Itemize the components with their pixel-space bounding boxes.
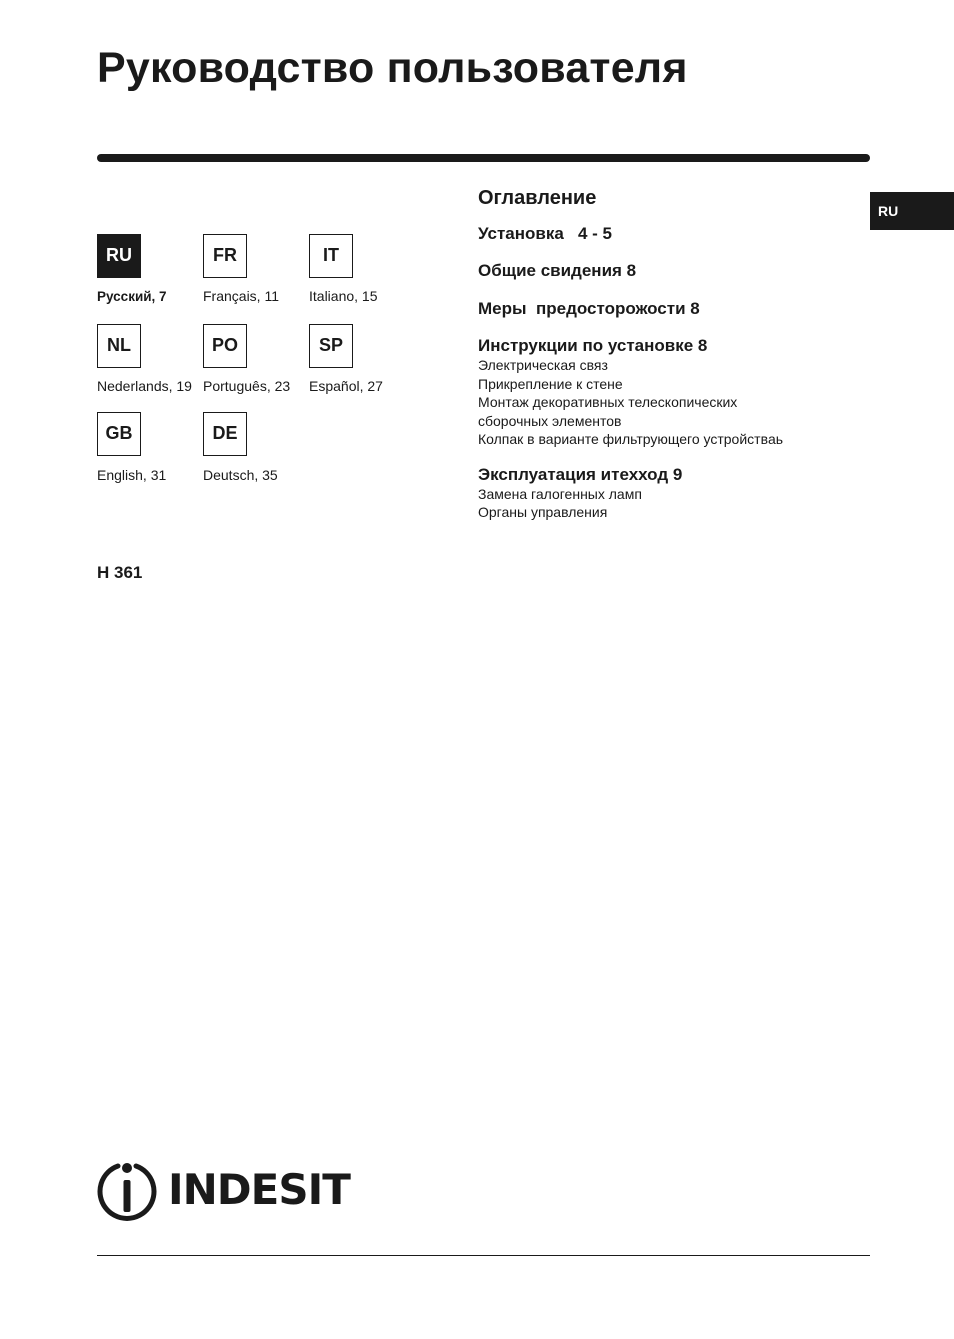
toc-section <box>478 336 878 449</box>
lang-label-ru: Русский, 7 <box>97 289 167 304</box>
lang-label-de: Deutsch, 35 <box>203 467 278 483</box>
lang-label-po: Português, 23 <box>203 378 291 394</box>
page-title: Руководство пользователя <box>97 44 688 92</box>
toc-section <box>478 299 878 319</box>
lang-label-sp: Español, 27 <box>309 378 383 394</box>
lang-label-fr: Français, 11 <box>203 288 279 304</box>
toc-heading[interactable]: Установка 4 - 5 <box>478 224 612 243</box>
lang-label-nl: Nederlands, 19 <box>97 378 192 394</box>
lang-box-nl[interactable]: NL <box>97 324 141 368</box>
toc-item: Замена галогенных ламп <box>478 485 642 502</box>
bottom-divider <box>97 1255 870 1256</box>
top-divider <box>97 154 870 162</box>
brand-logo <box>96 1158 350 1222</box>
toc-heading[interactable]: Общие свидения 8 <box>478 261 637 280</box>
toc-section <box>478 224 878 244</box>
language-tab: RU <box>870 192 954 230</box>
toc-item: Прикрепление к стене <box>478 375 623 392</box>
toc-title: Оглавление <box>478 187 597 209</box>
lang-box-sp[interactable]: SP <box>309 324 353 368</box>
indesit-logo-icon <box>96 1158 158 1222</box>
toc-item: Монтаж декоративных телескопических <box>478 394 738 410</box>
toc-item: Колпак в варианте фильтрующего устройствaь <box>478 431 784 447</box>
toc-heading[interactable]: Инструкции по установке 8 <box>478 336 708 355</box>
lang-label-it: Italiano, 15 <box>309 288 378 304</box>
lang-box-gb[interactable]: GB <box>97 412 141 456</box>
model-number: H 361 <box>97 563 143 582</box>
toc-section <box>478 261 878 281</box>
lang-box-po[interactable]: PO <box>203 324 247 368</box>
toc-item: Органы управления <box>478 504 608 520</box>
lang-label-gb: English, 31 <box>97 467 167 483</box>
toc-heading[interactable]: Эксплуатация итехход 9 <box>478 464 683 484</box>
toc-item: сборочных элементов <box>478 412 622 429</box>
toc-section <box>478 465 878 522</box>
lang-box-it[interactable]: IT <box>309 234 353 278</box>
lang-box-fr[interactable]: FR <box>203 234 247 278</box>
lang-box-ru[interactable]: RU <box>97 234 141 278</box>
toc-heading[interactable]: Меры предосторожости 8 <box>478 299 700 318</box>
brand-name: INDESIT <box>168 1165 350 1214</box>
lang-box-de[interactable]: DE <box>203 412 247 456</box>
toc-item: Электрическая связ <box>478 357 608 373</box>
table-of-contents <box>478 187 878 522</box>
